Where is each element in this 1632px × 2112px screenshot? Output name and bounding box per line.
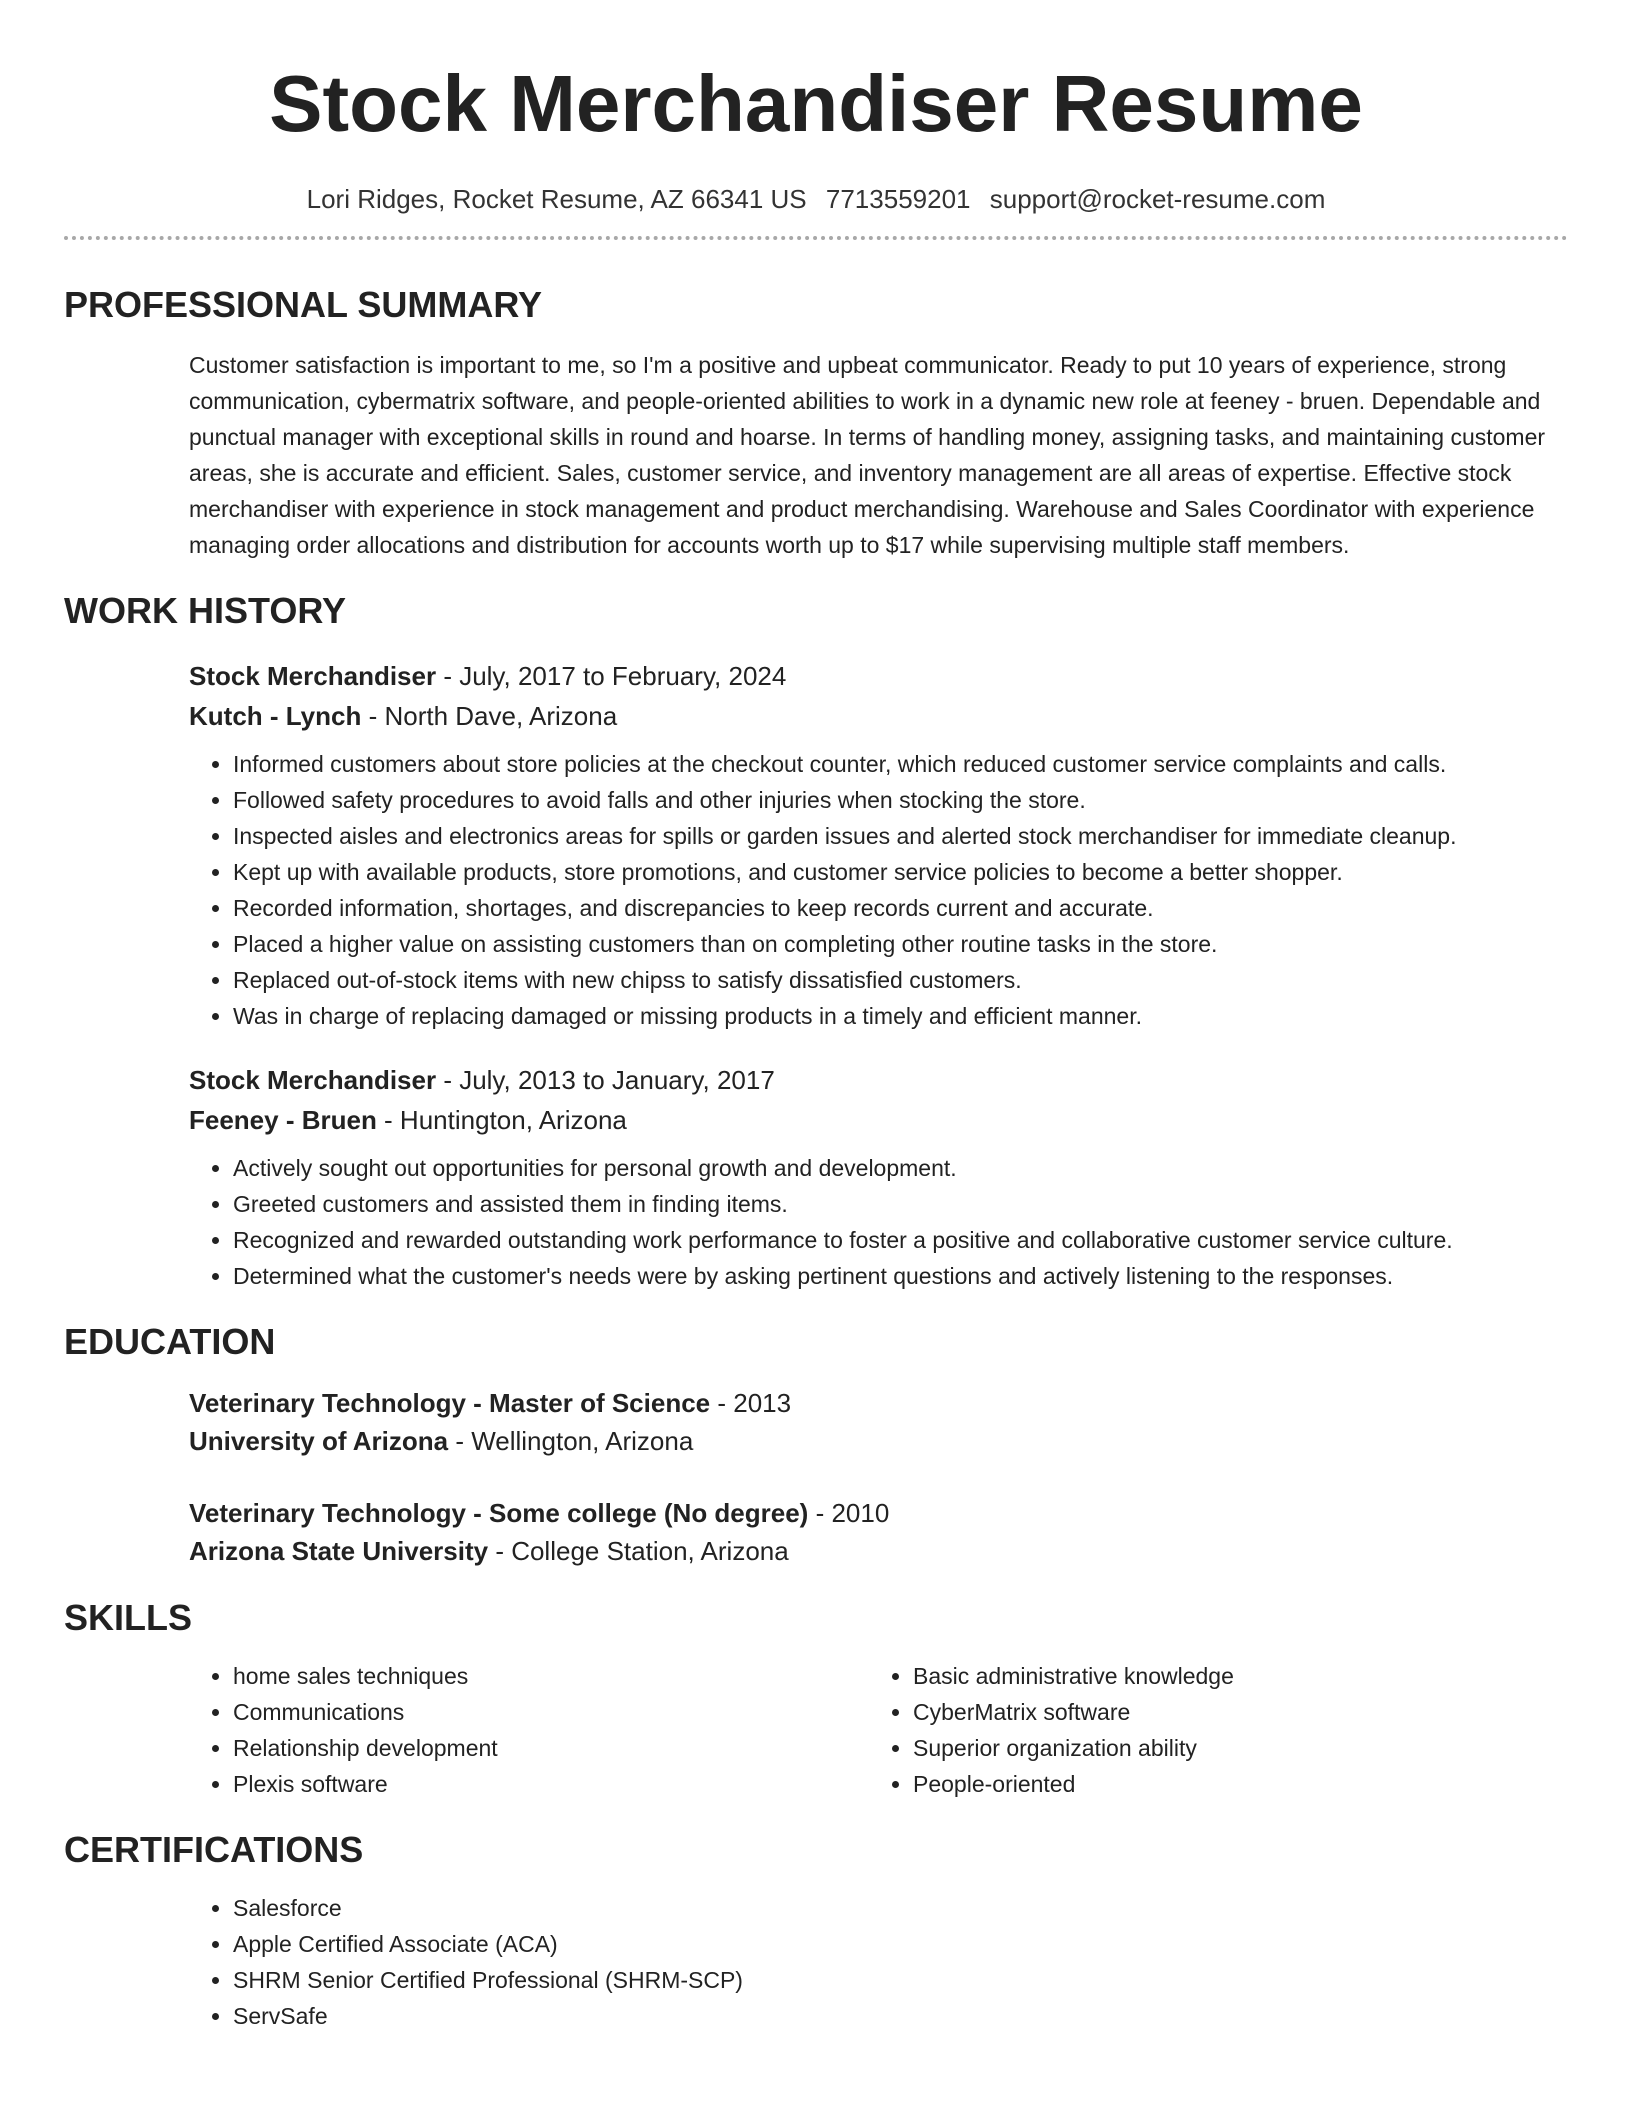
list-item: • Inspected aisles and electronics areas for spills or garden issues and alerted stock merchandiser for immediate cleanup. [233, 818, 1568, 854]
education-degree-line [189, 1494, 1568, 1532]
list-item: • Greeted customers and assisted them in finding items. [233, 1186, 1568, 1222]
list-item: • Superior organization ability [913, 1730, 1549, 1766]
list-item: • Placed a higher value on assisting customers than on completing other routine tasks in the store. [233, 926, 1568, 962]
education-school-line [189, 1422, 1568, 1460]
summary-text: Customer satisfaction is important to me, so I'm a positive and upbeat communicator. Ready to put 10 years of experience, strong communication, cybermatrix software, and people-oriented abilities to work in a dynamic new role at feeney - bruen. Dependable and punctual manager with exceptional skills in round and hoarse. In terms of handling money, assigning tasks, and maintaining customer areas, she is accurate and efficient. Sales, customer service, and inventory management are all areas of expertise. Effective stock merchandiser with experience in stock management and product merchandising. Warehouse and Sales Coordinator with experience managing order allocations and distribution for accounts worth up to $17 while supervising multiple staff members. [189, 352, 1546, 558]
list-item: • Recorded information, shortages, and discrepancies to keep records current and accurate. [233, 890, 1568, 926]
list-item: • Replaced out-of-stock items with new chipss to satisfy dissatisfied customers. [233, 962, 1568, 998]
education-location: - Wellington, Arizona [448, 1426, 694, 1456]
education-degree: Veterinary Technology - Master of Science [189, 1388, 711, 1418]
job-title-line [189, 1060, 1568, 1100]
list-item: • Recognized and rewarded outstanding work performance to foster a positive and collaborative customer service culture. [233, 1222, 1568, 1258]
education-school: University of Arizona [189, 1426, 449, 1456]
job-title: Stock Merchandiser [189, 1065, 437, 1095]
job-company: Kutch - Lynch [189, 701, 362, 731]
job-duties-list [189, 746, 1568, 1034]
list-item: • Determined what the customer's needs were by asking pertinent questions and actively listening to the responses. [233, 1258, 1568, 1294]
skills-heading: SKILLS [64, 1597, 193, 1638]
list-item: • Basic administrative knowledge [913, 1658, 1549, 1694]
list-item: • Informed customers about store policies at the checkout counter, which reduced customer service complaints and calls. [233, 746, 1568, 782]
certifications-block [189, 1890, 1568, 2034]
list-item: • Plexis software [233, 1766, 869, 1802]
education-degree-line [189, 1384, 1568, 1422]
education-year: - 2010 [808, 1498, 890, 1528]
contact-email: support@rocket-resume.com [989, 184, 1326, 214]
job-company-line [189, 696, 1568, 736]
education-location: - College Station, Arizona [488, 1536, 789, 1566]
job-company-line [189, 1100, 1568, 1140]
job-dates: - July, 2013 to January, 2017 [436, 1065, 775, 1095]
job-title-line [189, 656, 1568, 696]
education-school: Arizona State University [189, 1536, 489, 1566]
education-entry [189, 1384, 1568, 1460]
job-company: Feeney - Bruen [189, 1105, 377, 1135]
list-item: • People-oriented [913, 1766, 1549, 1802]
job-entry [189, 1060, 1568, 1294]
list-item: • Relationship development [233, 1730, 869, 1766]
header-divider [64, 236, 1568, 240]
list-item: • Salesforce [233, 1890, 1568, 1926]
list-item: • Actively sought out opportunities for personal growth and development. [233, 1150, 1568, 1186]
job-duties-list [189, 1150, 1568, 1294]
list-item: • CyberMatrix software [913, 1694, 1549, 1730]
education-year: - 2013 [710, 1388, 792, 1418]
education-entry [189, 1494, 1568, 1570]
job-title: Stock Merchandiser [189, 661, 437, 691]
list-item: • Apple Certified Associate (ACA) [233, 1926, 1568, 1962]
education-heading: EDUCATION [64, 1321, 276, 1362]
skills-grid [189, 1640, 1568, 1802]
list-item: • home sales techniques [233, 1658, 869, 1694]
skills-list-left [189, 1658, 869, 1802]
contact-phone: 7713559201 [825, 184, 971, 214]
list-item: • Kept up with available products, store promotions, and customer service policies to become a better shopper. [233, 854, 1568, 890]
list-item: • SHRM Senior Certified Professional (SHRM-SCP) [233, 1962, 1568, 1998]
job-dates: - July, 2017 to February, 2024 [436, 661, 787, 691]
certifications-heading: CERTIFICATIONS [64, 1829, 364, 1870]
education-school-line [189, 1532, 1568, 1570]
list-item: • Communications [233, 1694, 869, 1730]
list-item: • Followed safety procedures to avoid falls and other injuries when stocking the store. [233, 782, 1568, 818]
resume-title: Stock Merchandiser Resume [269, 59, 1363, 148]
contact-line [64, 184, 1568, 214]
education-degree: Veterinary Technology - Some college (No degree) [189, 1498, 809, 1528]
list-item: • Was in charge of replacing damaged or missing products in a timely and efficient manner. [233, 998, 1568, 1034]
job-location: - Huntington, Arizona [376, 1105, 627, 1135]
work-history-heading: WORK HISTORY [64, 590, 347, 631]
certifications-list [189, 1890, 1568, 2034]
job-location: - North Dave, Arizona [361, 701, 618, 731]
resume-page [64, 0, 1568, 2034]
job-entry [189, 656, 1568, 1034]
contact-address: Lori Ridges, Rocket Resume, AZ 66341 US [306, 184, 807, 214]
skills-list-right [869, 1658, 1549, 1802]
summary-heading: PROFESSIONAL SUMMARY [64, 284, 543, 325]
list-item: • ServSafe [233, 1998, 1568, 2034]
